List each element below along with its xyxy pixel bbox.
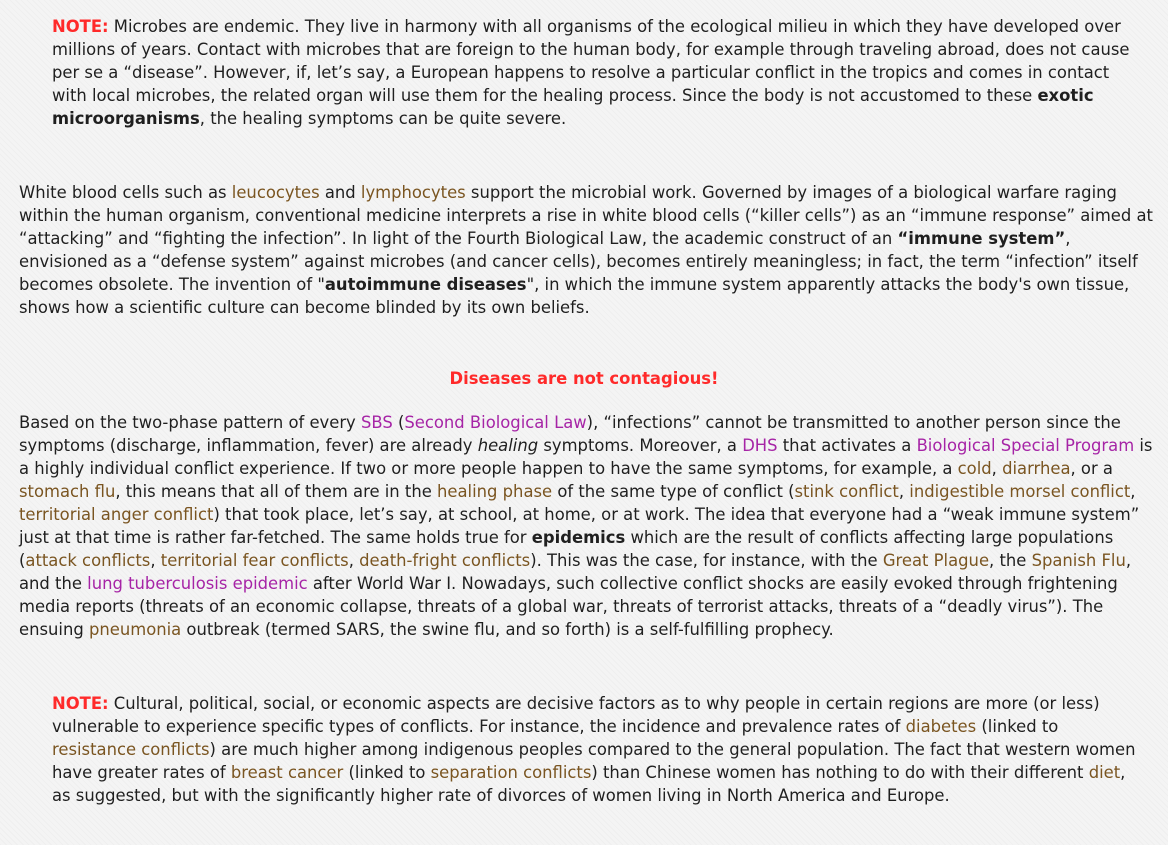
note-cultural-aspects — [52, 692, 1137, 807]
bold-immune-system: “immune system” — [897, 229, 1066, 248]
text: after World War I. Nowadays, such collective conflict shocks are easily evoked through frightening media reports (threats of an economic collapse, threats of a global war, threats of terrorist attacks, threats of a “deadly virus”). The ensuing — [19, 574, 1118, 639]
text: Cultural, political, social, or economic aspects are decisive factors as to why people in certain regions are more (or less) vulnerable to experience specific types of conflicts. For instance, the incidence and prevalence rates of — [52, 694, 1100, 736]
link-great-plague[interactable]: Great Plague — [882, 551, 990, 570]
text: , — [898, 482, 910, 501]
note-microbes-endemic — [52, 15, 1137, 130]
link-spanish-flu[interactable]: Spanish Flu — [1031, 551, 1126, 570]
bold-exotic-microorganisms: exotic microorganisms — [52, 86, 1094, 128]
link-indigestible-morsel-conflict[interactable]: indigestible morsel conflict — [909, 482, 1131, 501]
link-attack-conflicts[interactable]: attack conflicts — [25, 551, 151, 570]
link-lung-tuberculosis-epidemic[interactable]: lung tuberculosis epidemic — [87, 574, 308, 593]
section-heading: Diseases are not contagious! — [449, 369, 719, 388]
text: which are the result of conflicts affecting large populations ( — [19, 528, 1114, 570]
link-dhs[interactable]: DHS — [742, 436, 778, 455]
text: symptoms. Moreover, a — [538, 436, 743, 455]
text: , the — [989, 551, 1032, 570]
link-diet[interactable]: diet — [1088, 763, 1121, 782]
text: that activates a — [777, 436, 917, 455]
text: , — [1130, 482, 1136, 501]
text: ( — [392, 413, 405, 432]
note-text: , the healing symptoms can be quite severe. — [199, 109, 567, 128]
link-separation-conflicts[interactable]: separation conflicts — [430, 763, 592, 782]
text: ). This was the case, for instance, with the — [530, 551, 883, 570]
text: ", in which the immune system apparently attacks the body's own tissue, shows how a scientific culture can become blinded by its own beliefs. — [19, 275, 1130, 317]
text: outbreak (termed SARS, the swine flu, and so forth) is a self-fulfilling prophecy. — [181, 620, 834, 639]
text: (linked to — [976, 717, 1059, 736]
link-healing-phase[interactable]: healing phase — [437, 482, 553, 501]
paragraph-not-contagious — [19, 411, 1159, 641]
text: , and the — [19, 551, 1132, 593]
link-death-fright-conflicts[interactable]: death-fright conflicts — [359, 551, 531, 570]
link-stink-conflict[interactable]: stink conflict — [794, 482, 899, 501]
bold-autoimmune-diseases: autoimmune diseases — [324, 275, 527, 294]
text: Based on the two-phase pattern of every — [19, 413, 361, 432]
text: ) are much higher among indigenous peoples compared to the general population. The fact that western women have greater rates of — [52, 740, 1136, 782]
text: , this means that all of them are in the — [115, 482, 438, 501]
text: ), “infections” cannot be transmitted to another person since the symptoms (discharge, inflammation, fever) are already — [19, 413, 1121, 455]
text: , envisioned as a “defense system” against microbes (and cancer cells), becomes entirely meaningless; in fact, the term “infection” itself becomes obsolete. The invention of " — [19, 229, 1138, 294]
link-resistance-conflicts[interactable]: resistance conflicts — [52, 740, 210, 759]
link-stomach-flu[interactable]: stomach flu — [19, 482, 116, 501]
link-second-biological-law[interactable]: Second Biological Law — [404, 413, 587, 432]
text: , — [348, 551, 360, 570]
note-label: NOTE: — [52, 17, 109, 36]
link-territorial-anger-conflict[interactable]: territorial anger conflict — [19, 505, 214, 524]
italic-healing: healing — [477, 436, 539, 455]
text: , — [991, 459, 1003, 478]
text: ) than Chinese women has nothing to do with their different — [591, 763, 1089, 782]
link-leucocytes[interactable]: leucocytes — [231, 183, 320, 202]
link-lymphocytes[interactable]: lymphocytes — [360, 183, 466, 202]
text: support the microbial work. Governed by images of a biological warfare raging within the human organism, conventional medicine interprets a rise in white blood cells (“killer cells”) as an “immune response” aimed at “attacking” and “fighting the infection”. In light of the Fourth Biological Law, the academic construct of an — [19, 183, 1153, 248]
bold-epidemics: epidemics — [531, 528, 626, 547]
text: is a highly individual conflict experience. If two or more people happen to have the same symptoms, for example, a — [19, 436, 1153, 478]
text: and — [319, 183, 361, 202]
link-territorial-fear-conflicts[interactable]: territorial fear conflicts — [160, 551, 349, 570]
text: of the same type of conflict ( — [552, 482, 795, 501]
text: ) that took place, let’s say, at school, at home, or at work. The idea that everyone had a “weak immune system” just at that time is rather far-fetched. The same holds true for — [19, 505, 1140, 547]
text: , — [150, 551, 161, 570]
link-sbs[interactable]: SBS — [360, 413, 393, 432]
link-biological-special-program[interactable]: Biological Special Program — [916, 436, 1135, 455]
text: (linked to — [343, 763, 431, 782]
link-cold[interactable]: cold — [957, 459, 992, 478]
note-label: NOTE: — [52, 694, 109, 713]
link-diarrhea[interactable]: diarrhea — [1002, 459, 1071, 478]
link-breast-cancer[interactable]: breast cancer — [230, 763, 344, 782]
text: , as suggested, but with the significantly higher rate of divorces of women living in North America and Europe. — [52, 763, 1126, 805]
note-text: Microbes are endemic. They live in harmony with all organisms of the ecological milieu in which they have developed over millions of years. Contact with microbes that are foreign to the human body, for example through traveling abroad, does not cause per se a “disease”. However, if, let’s say, a European happens to resolve a particular conflict in the tropics and comes in contact with local microbes, the related organ will use them for the healing process. Since the body is not accustomed to these — [52, 17, 1130, 105]
text: , or a — [1070, 459, 1113, 478]
link-pneumonia[interactable]: pneumonia — [88, 620, 182, 639]
paragraph-white-blood-cells — [19, 181, 1154, 319]
text: White blood cells such as — [19, 183, 232, 202]
link-diabetes[interactable]: diabetes — [905, 717, 977, 736]
